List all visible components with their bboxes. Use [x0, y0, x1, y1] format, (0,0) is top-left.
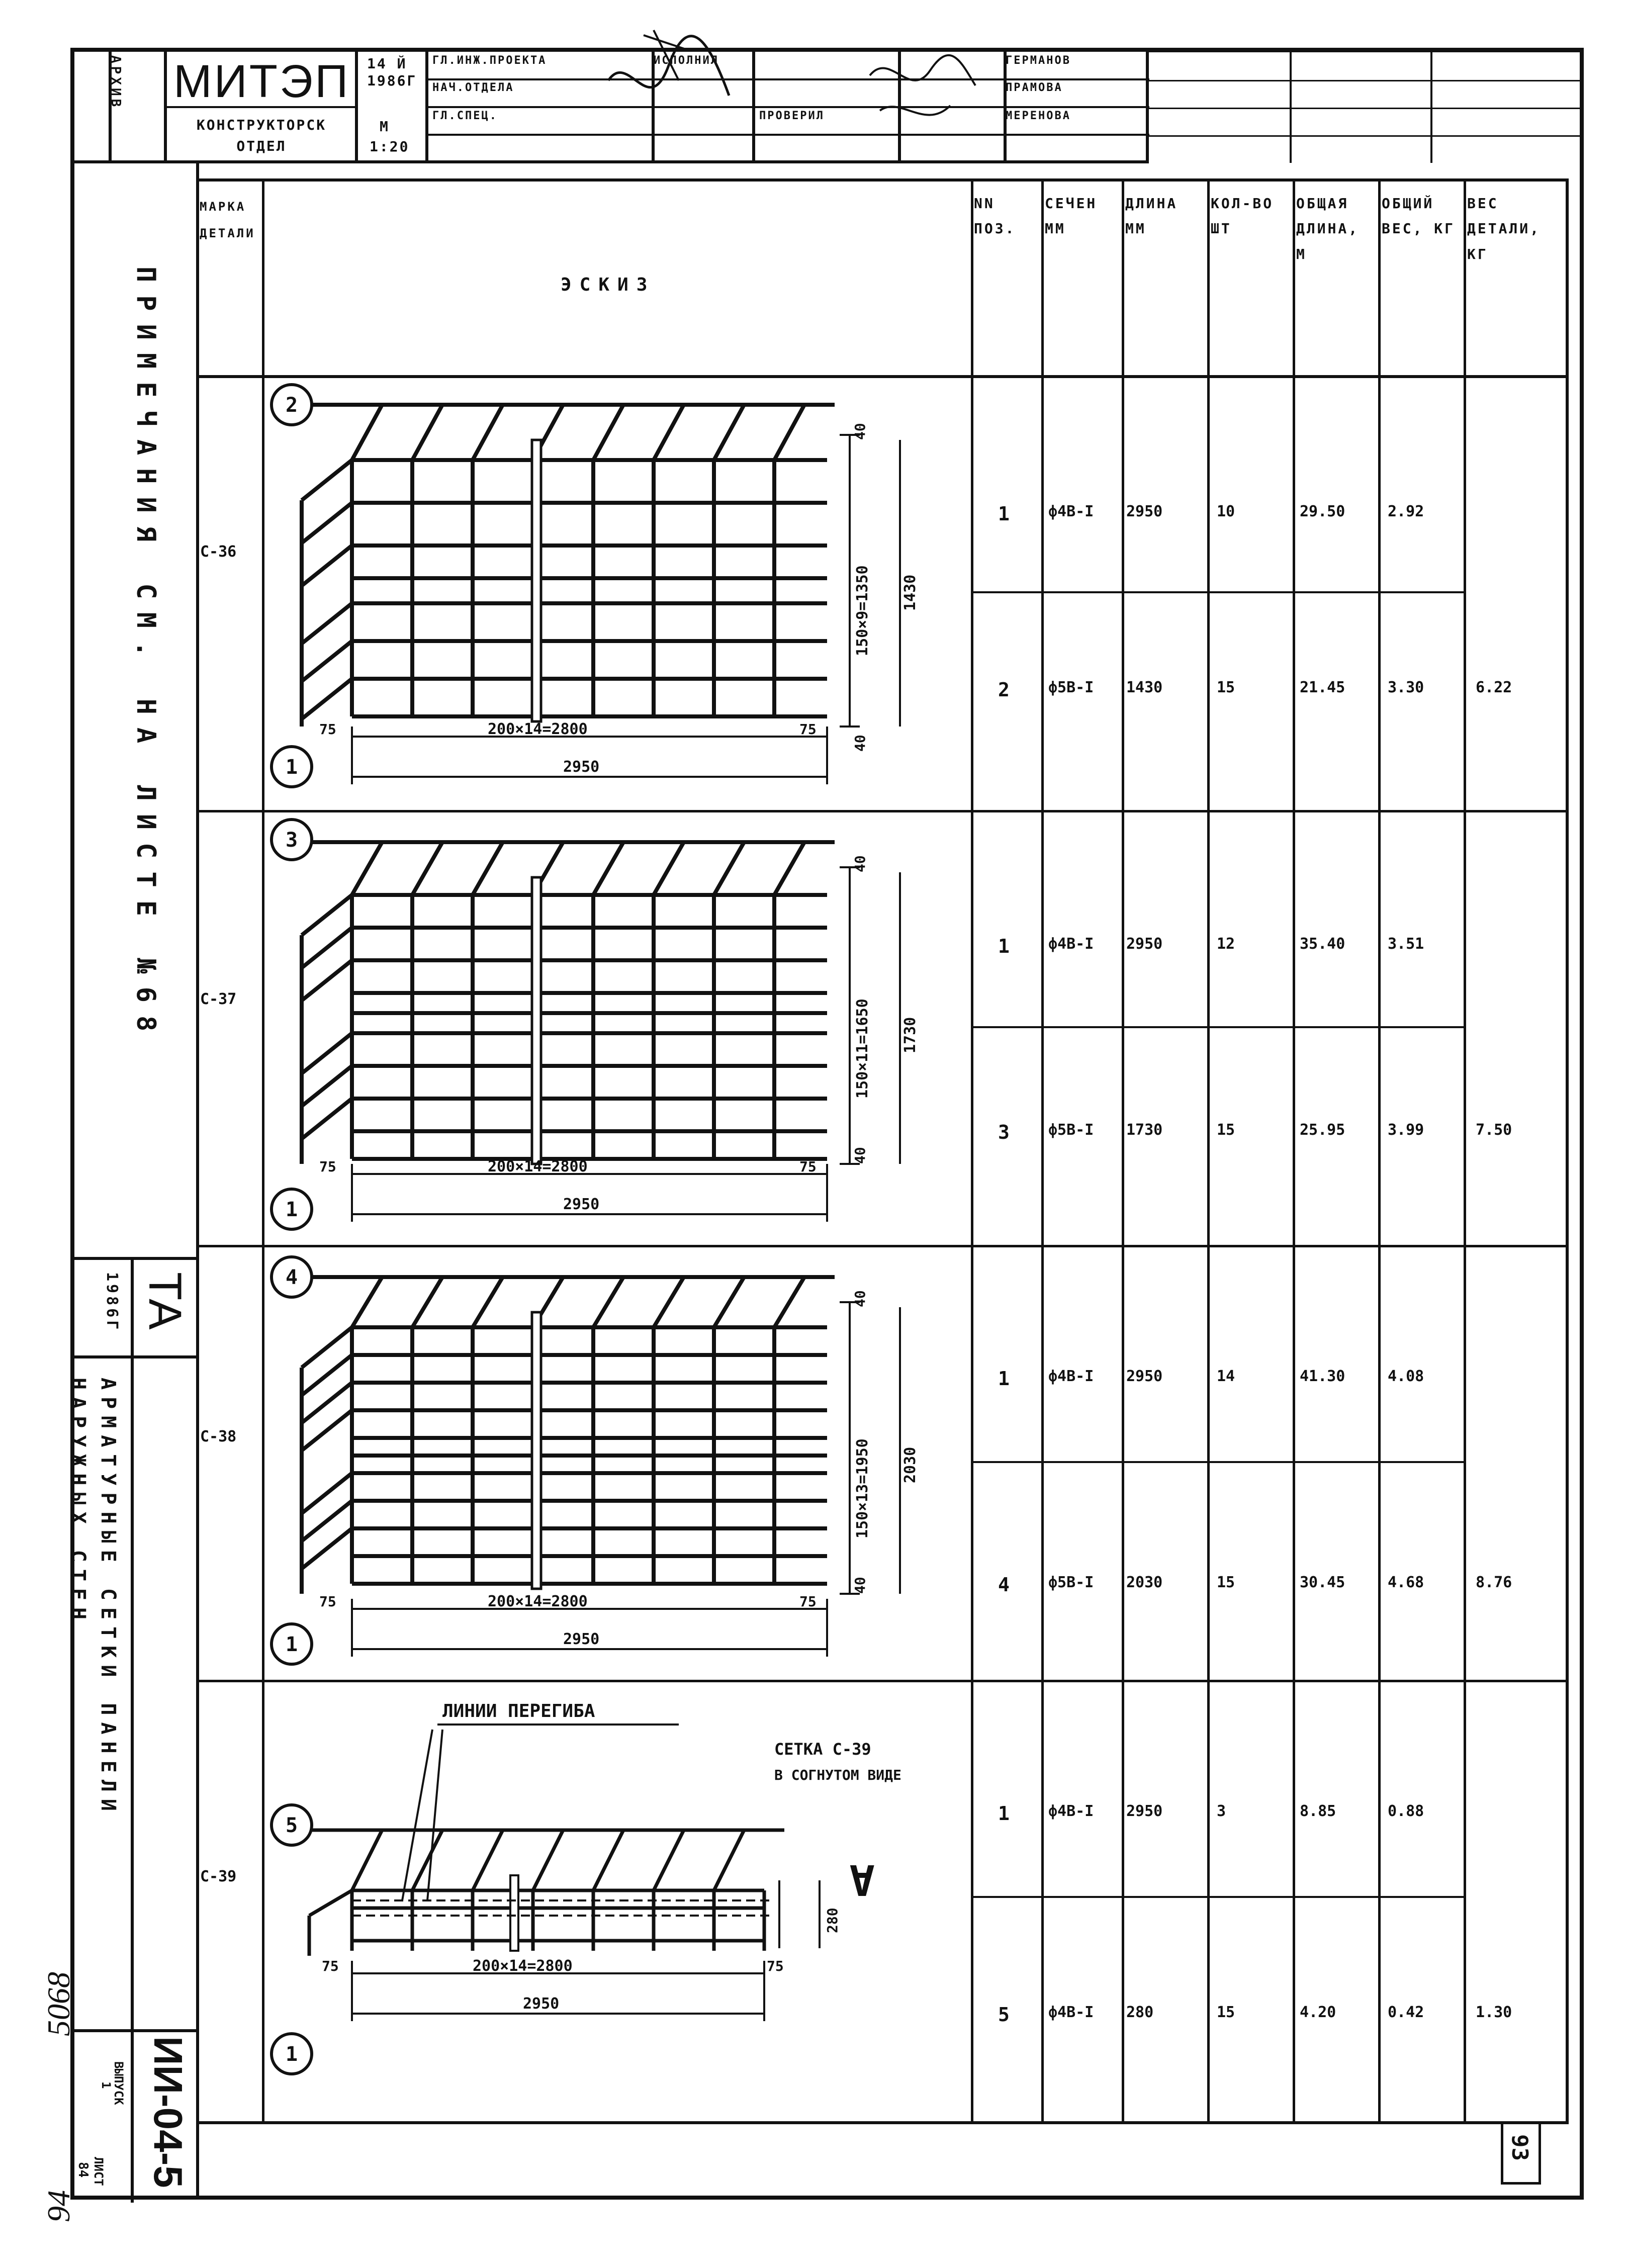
left-note: ПРИМЕЧАНИЯ СМ. НА ЛИСТЕ №68 — [131, 266, 161, 1045]
row2-p1-qty: 12 — [1217, 935, 1235, 953]
row3-dim-right: 75 — [799, 1593, 817, 1610]
row4-p2-total-length: 4.20 — [1300, 2004, 1336, 2021]
row2-mark: С-37 — [200, 990, 237, 1008]
row2-p2-pos: 3 — [998, 1121, 1010, 1143]
row1-pos-bubble-top: 2 — [286, 394, 298, 417]
header-pos: NN ПОЗ. — [974, 195, 1016, 237]
row2-dim-grid: 150×11=1650 — [854, 999, 871, 1099]
row3-pos-bubble-top: 4 — [286, 1266, 298, 1289]
stamp-name2: ПРАМОВА — [1006, 81, 1063, 94]
row2-part-weight: 7.50 — [1476, 1121, 1512, 1139]
row2-pos-bubble-top: 3 — [286, 829, 298, 852]
row4-pos-bubble-bottom: 1 — [286, 2043, 298, 2066]
stamp-name1: ГЕРМАНОВ — [1006, 54, 1071, 67]
row4-p2-total-weight: 0.42 — [1388, 2004, 1424, 2021]
row1-p2-total-length: 21.45 — [1300, 679, 1345, 696]
row1-p1-total-weight: 2.92 — [1388, 503, 1424, 520]
row3-p2-length: 2030 — [1126, 1574, 1163, 1591]
row4-p2-qty: 15 — [1217, 2004, 1235, 2021]
row4-p1-total-length: 8.85 — [1300, 1802, 1336, 1820]
row4-note-line2: В СОГНУТОМ ВИДЕ — [774, 1767, 901, 1783]
row1-p2-pos: 2 — [998, 679, 1010, 701]
stamp-scale: 1:20 — [370, 138, 410, 155]
row3-dim-top: 40 — [852, 1290, 868, 1307]
row4-dim-spacing: 200×14=2800 — [473, 1957, 573, 1975]
row1-dim-total: 1430 — [901, 574, 919, 611]
title-block-year: 1986Г — [103, 1272, 121, 1333]
row3-dim-grid: 150×13=1950 — [854, 1438, 871, 1538]
row4-p1-length: 2950 — [1126, 1802, 1163, 1820]
title-block-ta: ТА — [139, 1272, 191, 1330]
handwritten-number: 5068 — [41, 1972, 76, 2036]
row1-p1-qty: 10 — [1217, 503, 1235, 520]
row4-mark: С-39 — [200, 1868, 237, 1885]
row1-dim-left: 75 — [319, 721, 336, 738]
row4-bend-label: ЛИНИИ ПЕРЕГИБА — [442, 1701, 595, 1721]
row4-view-label: А — [849, 1855, 875, 1904]
row3-dim-left: 75 — [319, 1593, 336, 1610]
row4-p1-total-weight: 0.88 — [1388, 1802, 1424, 1820]
stamp-role4: ИСПОЛНИЛ — [654, 54, 719, 67]
row3-p2-total-weight: 4.68 — [1388, 1574, 1424, 1591]
row1-sketch — [261, 375, 965, 807]
row3-p1-pos: 1 — [998, 1368, 1010, 1390]
row3-dim-spacing: 200×14=2800 — [488, 1593, 588, 1610]
row4-part-weight: 1.30 — [1476, 2004, 1512, 2021]
album-no: 1 — [99, 2081, 113, 2089]
row1-p1-length: 2950 — [1126, 503, 1163, 520]
row3-p2-qty: 15 — [1217, 1574, 1235, 1591]
row1-dim-grid: 150×9=1350 — [854, 565, 871, 656]
row1-p1-pos: 1 — [998, 503, 1010, 525]
row2-p2-qty: 15 — [1217, 1121, 1235, 1139]
header-length: ДЛИНА ММ — [1125, 195, 1178, 237]
row3-p1-total-weight: 4.08 — [1388, 1368, 1424, 1385]
row4-p2-pos: 5 — [998, 2004, 1010, 2026]
stamp-dept: КОНСТРУКТОРСК ОТДЕЛ — [196, 117, 327, 154]
stamp-date: 14 Й 1986Г — [367, 55, 417, 89]
row1-dim-bottom: 40 — [852, 735, 868, 752]
row2-dim-right: 75 — [799, 1158, 817, 1175]
album-label: ВЫПУСК — [112, 2061, 126, 2105]
row2-p2-length: 1730 — [1126, 1121, 1163, 1139]
row1-mark: С-36 — [200, 543, 237, 561]
row2-p2-section: ф5В-I — [1048, 1121, 1094, 1139]
row1-p2-length: 1430 — [1126, 679, 1163, 696]
row4-sketch — [261, 1679, 975, 2122]
row3-part-weight: 8.76 — [1476, 1574, 1512, 1591]
header-part-weight: ВЕС ДЕТАЛИ, КГ — [1467, 195, 1541, 262]
row2-p1-pos: 1 — [998, 935, 1010, 957]
row1-dim-spacing: 200×14=2800 — [488, 720, 588, 738]
stamp-role2: НАЧ.ОТДЕЛА — [432, 81, 514, 94]
row3-dim-total: 2030 — [901, 1446, 919, 1483]
handwritten-number-2: 94 — [41, 2190, 76, 2222]
row3-p2-total-length: 30.45 — [1300, 1574, 1345, 1591]
row2-dim-left: 75 — [319, 1158, 336, 1175]
row2-dim-total: 1730 — [901, 1017, 919, 1053]
row4-p1-pos: 1 — [998, 1802, 1010, 1825]
row3-dim-bottom: 40 — [852, 1577, 868, 1594]
stamp-role5: ПРОВЕРИЛ — [759, 110, 825, 122]
row1-dim-width: 2950 — [563, 758, 600, 776]
row4-p1-section: ф4В-I — [1048, 1802, 1094, 1820]
stamp-scale-label: М — [380, 118, 390, 135]
row1-p2-total-weight: 3.30 — [1388, 679, 1424, 696]
row4-dim-right: 75 — [767, 1958, 784, 1974]
row2-p1-total-weight: 3.51 — [1388, 935, 1424, 953]
row2-p1-section: ф4В-I — [1048, 935, 1094, 953]
row3-sketch — [261, 1247, 965, 1679]
row2-dim-bottom: 40 — [852, 1147, 868, 1164]
page-number: 93 — [1507, 2134, 1532, 2161]
row2-p2-total-weight: 3.99 — [1388, 1121, 1424, 1139]
header-total-weight: ОБЩИЙ ВЕС, КГ — [1382, 195, 1456, 237]
header-mark: МАРКА ДЕТАЛИ — [200, 200, 255, 240]
row3-p2-section: ф5В-I — [1048, 1574, 1094, 1591]
stamp-name3: МЕРЕНОВА — [1006, 110, 1071, 122]
header-section: СЕЧЕН ММ — [1045, 195, 1098, 237]
row1-p1-total-length: 29.50 — [1300, 503, 1345, 520]
sheet-label: ЛИСТ — [92, 2157, 106, 2186]
row2-p2-total-length: 25.95 — [1300, 1121, 1345, 1139]
header-qty: КОЛ-ВО ШТ — [1211, 195, 1274, 237]
row2-dim-top: 40 — [852, 855, 868, 872]
row1-p2-section: ф5В-I — [1048, 679, 1094, 696]
row3-p1-section: ф4В-I — [1048, 1368, 1094, 1385]
top-right-grid — [1149, 50, 1581, 165]
row4-pos-bubble-top: 5 — [286, 1814, 298, 1837]
row1-dim-right: 75 — [799, 721, 817, 738]
row2-p1-length: 2950 — [1126, 935, 1163, 953]
row4-dim-width: 2950 — [523, 1995, 560, 2013]
row1-dim-top: 40 — [852, 423, 868, 440]
row2-dim-spacing: 200×14=2800 — [488, 1158, 588, 1175]
sheet-no: 84 — [75, 2162, 91, 2178]
stamp-archive: АРХИВ — [108, 55, 123, 110]
signatures-scribble — [578, 20, 1031, 171]
row4-p2-section: ф4В-I — [1048, 2004, 1094, 2021]
stamp-role1: ГЛ.ИНЖ.ПРОЕКТА — [432, 54, 547, 67]
row2-pos-bubble-bottom: 1 — [286, 1198, 298, 1221]
row4-dim-left: 75 — [322, 1958, 339, 1974]
row3-p1-total-length: 41.30 — [1300, 1368, 1345, 1385]
row3-p2-pos: 4 — [998, 1574, 1010, 1596]
header-sketch: ЭСКИЗ — [561, 275, 656, 295]
title-block-code: ИИ-04-5 — [146, 2036, 191, 2188]
row4-p1-qty: 3 — [1217, 1802, 1226, 1820]
row3-dim-width: 2950 — [563, 1630, 600, 1648]
row4-note-line1: СЕТКА С-39 — [774, 1740, 871, 1759]
row3-p1-length: 2950 — [1126, 1368, 1163, 1385]
row2-dim-width: 2950 — [563, 1196, 600, 1213]
row3-p1-qty: 14 — [1217, 1368, 1235, 1385]
stamp-role3: ГЛ.СПЕЦ. — [432, 110, 498, 122]
row4-dim-height: 280 — [824, 1908, 841, 1933]
row3-pos-bubble-bottom: 1 — [286, 1633, 298, 1656]
row1-p1-section: ф4В-I — [1048, 503, 1094, 520]
row1-p2-qty: 15 — [1217, 679, 1235, 696]
row4-p2-length: 280 — [1126, 2004, 1154, 2021]
title-block-name: АРМАТУРНЫЕ СЕТКИ ПАНЕЛИ НАРУЖНЫХ СТЕН — [66, 1378, 120, 1818]
header-total-length: ОБЩАЯ ДЛИНА, М — [1296, 195, 1360, 262]
row1-part-weight: 6.22 — [1476, 679, 1512, 696]
row2-sketch — [261, 812, 965, 1244]
row1-pos-bubble-bottom: 1 — [286, 756, 298, 779]
row3-mark: С-38 — [200, 1428, 237, 1445]
stamp-org: МИТЭП — [173, 56, 350, 107]
row2-p1-total-length: 35.40 — [1300, 935, 1345, 953]
